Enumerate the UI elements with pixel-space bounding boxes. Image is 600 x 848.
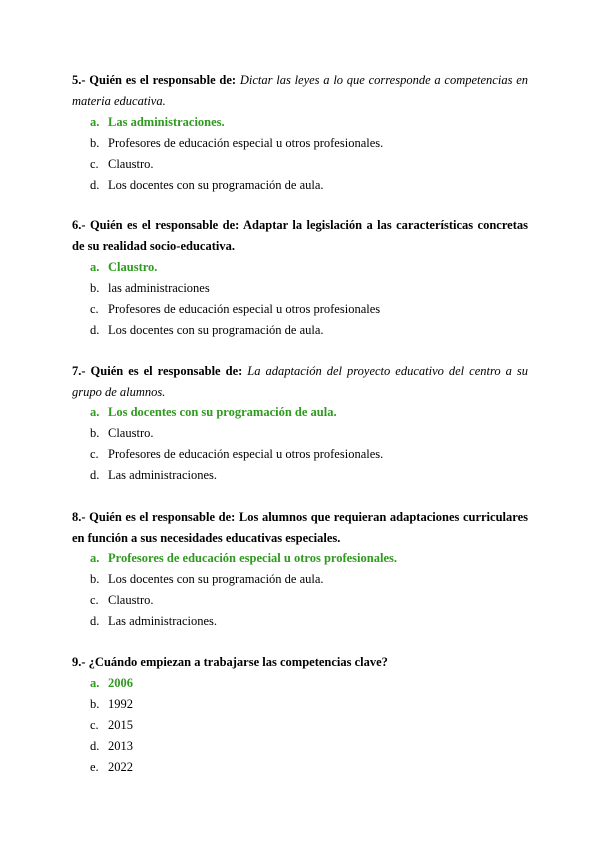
option-letter: b. (90, 572, 100, 586)
question-9 (72, 652, 528, 673)
option-6a (90, 257, 380, 278)
question-prefix: 8.- Quién es el responsable de: (72, 510, 236, 524)
option-9b (90, 694, 133, 715)
option-letter: c. (90, 157, 99, 171)
option-text: Los docentes con su programación de aula. (108, 572, 324, 586)
option-letter: a. (90, 260, 100, 274)
option-letter: a. (90, 405, 100, 419)
option-text: 2013 (108, 739, 133, 753)
question-prefix: 5.- Quién es el responsable de: (72, 73, 237, 87)
option-9a (90, 673, 133, 694)
question-prefix: 9.- ¿Cuándo empiezan a trabajarse las competencias clave? (72, 655, 388, 669)
option-letter: c. (90, 718, 99, 732)
option-text: 2015 (108, 718, 133, 732)
option-letter: d. (90, 323, 100, 337)
option-6d (90, 320, 380, 341)
question-text: Dictar las leyes a lo que corresponde a competencias en materia educativa. (72, 73, 528, 108)
option-letter: d. (90, 739, 100, 753)
option-text: Las administraciones. (108, 468, 217, 482)
option-letter: b. (90, 136, 100, 150)
option-text: Las administraciones. (108, 115, 225, 129)
option-8c (90, 590, 397, 611)
option-5b (90, 133, 383, 154)
question-8 (72, 507, 528, 549)
question-text: La adaptación del proyecto educativo del centro a su grupo de alumnos. (72, 364, 528, 399)
option-7b (90, 423, 383, 444)
option-letter: e. (90, 760, 99, 774)
option-letter: c. (90, 302, 99, 316)
options-list-9 (90, 673, 133, 778)
question-text: Los alumnos que requieran adaptaciones curriculares en función a sus necesidades educativas especiales. (72, 510, 528, 545)
option-5d (90, 175, 383, 196)
question-prefix: 7.- Quién es el responsable de: (72, 364, 243, 378)
option-7c (90, 444, 383, 465)
question-6 (72, 215, 528, 257)
option-letter: a. (90, 551, 100, 565)
option-text: Profesores de educación especial u otros profesionales (108, 302, 381, 316)
option-9d (90, 736, 133, 757)
option-letter: b. (90, 426, 100, 440)
question-prefix: 6.- Quién es el responsable de: (72, 218, 240, 232)
options-list-7 (90, 402, 383, 486)
option-text: Los docentes con su programación de aula. (108, 405, 337, 419)
options-list-5 (90, 112, 383, 196)
option-8a (90, 548, 397, 569)
option-7a (90, 402, 383, 423)
option-text: Claustro. (108, 426, 154, 440)
option-text: Los docentes con su programación de aula. (108, 178, 324, 192)
option-text: Profesores de educación especial u otros profesionales. (108, 136, 384, 150)
question-7 (72, 361, 528, 403)
options-list-8 (90, 548, 397, 632)
option-text: Profesores de educación especial u otros profesionales. (108, 447, 384, 461)
option-text: Claustro. (108, 157, 154, 171)
option-letter: b. (90, 281, 100, 295)
option-text: 2022 (108, 760, 133, 774)
option-letter: c. (90, 447, 99, 461)
option-text: Claustro. (108, 593, 154, 607)
question-5 (72, 70, 528, 112)
option-5c (90, 154, 383, 175)
option-6b (90, 278, 380, 299)
option-text: Las administraciones. (108, 614, 217, 628)
option-text: 1992 (108, 697, 133, 711)
option-letter: a. (90, 115, 100, 129)
option-text: Los docentes con su programación de aula. (108, 323, 324, 337)
option-5a (90, 112, 383, 133)
option-text: las administraciones (108, 281, 210, 295)
option-8b (90, 569, 397, 590)
option-8d (90, 611, 397, 632)
option-letter: d. (90, 614, 100, 628)
option-letter: b. (90, 697, 100, 711)
option-text: Profesores de educación especial u otros profesionales. (108, 551, 397, 565)
option-7d (90, 465, 383, 486)
option-letter: c. (90, 593, 99, 607)
option-6c (90, 299, 380, 320)
option-9c (90, 715, 133, 736)
option-9e (90, 757, 133, 778)
option-text: 2006 (108, 676, 133, 690)
option-letter: d. (90, 468, 100, 482)
question-text: Adaptar la legislación a las características concretas de su realidad socio-educativa. (72, 218, 528, 253)
option-letter: d. (90, 178, 100, 192)
option-letter: a. (90, 676, 100, 690)
option-text: Claustro. (108, 260, 158, 274)
options-list-6 (90, 257, 380, 341)
